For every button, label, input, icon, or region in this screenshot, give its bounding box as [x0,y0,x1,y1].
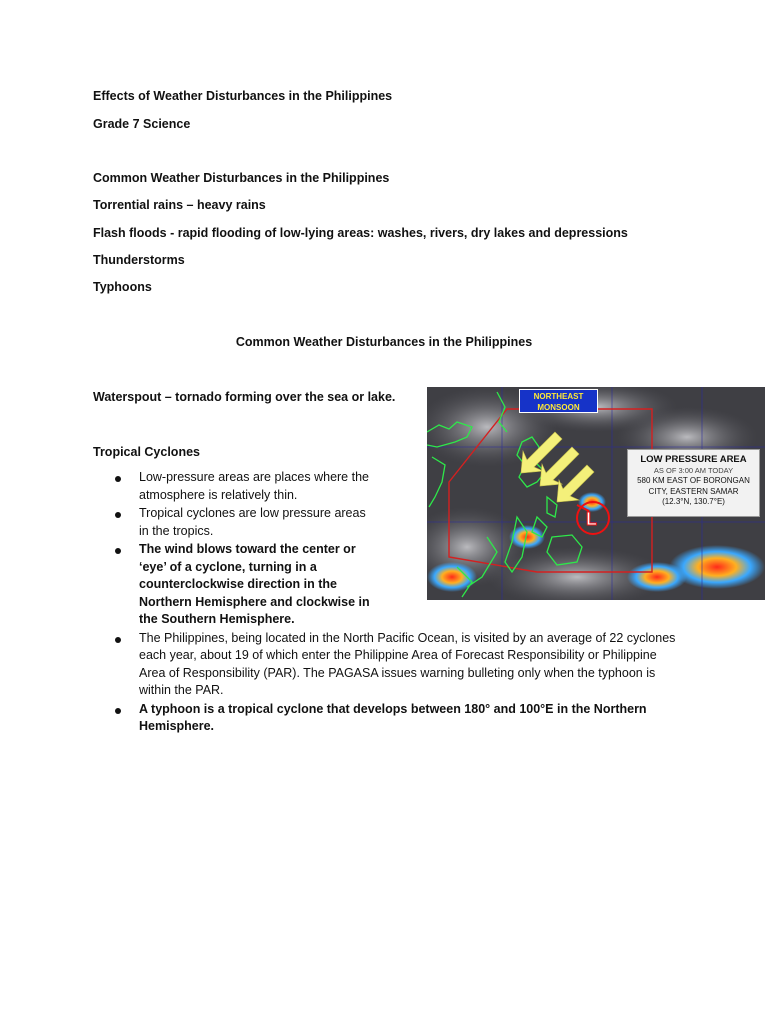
document-subtitle: Grade 7 Science [93,117,191,131]
lpa-symbol: L [586,509,597,529]
document-title: Effects of Weather Disturbances in the Philippines [93,89,393,103]
lpa-title: LOW PRESSURE AREA [640,454,747,465]
list-item: A typhoon is a tropical cyclone that develops between 180° and 100°E in the Northern Hemisphere. [93,701,659,736]
monsoon-label: NORTHEAST MONSOON [519,389,598,413]
section-heading: Common Weather Disturbances in the Philippines [93,171,390,185]
lpa-location: 580 KM EAST OF BORONGAN CITY, EASTERN SAMAR [637,476,750,496]
list-item: The Philippines, being located in the North Pacific Ocean, is visited by an average of 22 cyclones each year, about 19 of which enter the Philippine Area of Forecast Responsibility or Philippine Area of Responsibility (PAR). The PAGASA issues warning bulleting only when the typhoon is within the PAR. [93,630,683,700]
tropical-cyclones-heading: Tropical Cyclones [93,445,200,459]
list-item-typhoons: Typhoons [93,280,152,294]
lpa-info-box [627,449,760,517]
bullet-icon [115,637,121,643]
bullet-icon [115,512,121,518]
lpa-coordinates: (12.3°N, 130.7°E) [662,497,725,506]
list-item-flash-floods: Flash floods - rapid flooding of low-lying areas: washes, rivers, dry lakes and depressions [93,226,628,240]
lpa-time: AS OF 3:00 AM TODAY [653,466,734,475]
bullet-icon [115,708,121,714]
section-heading-centered: Common Weather Disturbances in the Philippines [235,335,533,349]
bullet-icon [115,548,121,554]
bullet-icon [115,476,121,482]
storm-cluster [427,562,477,592]
list-item: Low-pressure areas are places where the atmosphere is relatively thin. [93,469,371,504]
list-item: Tropical cyclones are low pressure areas in the tropics. [93,505,371,540]
list-item-thunderstorms: Thunderstorms [93,253,185,267]
list-item: The wind blows toward the center or ‘eye’ of a cyclone, turning in a counterclockwise direction in the Northern Hemisphere and clockwise in the Southern Hemisphere. [93,541,371,629]
storm-cluster [627,562,687,592]
waterspout-definition: Waterspout – tornado forming over the sea or lake. [93,390,396,404]
list-item-torrential-rains: Torrential rains – heavy rains [93,198,266,212]
